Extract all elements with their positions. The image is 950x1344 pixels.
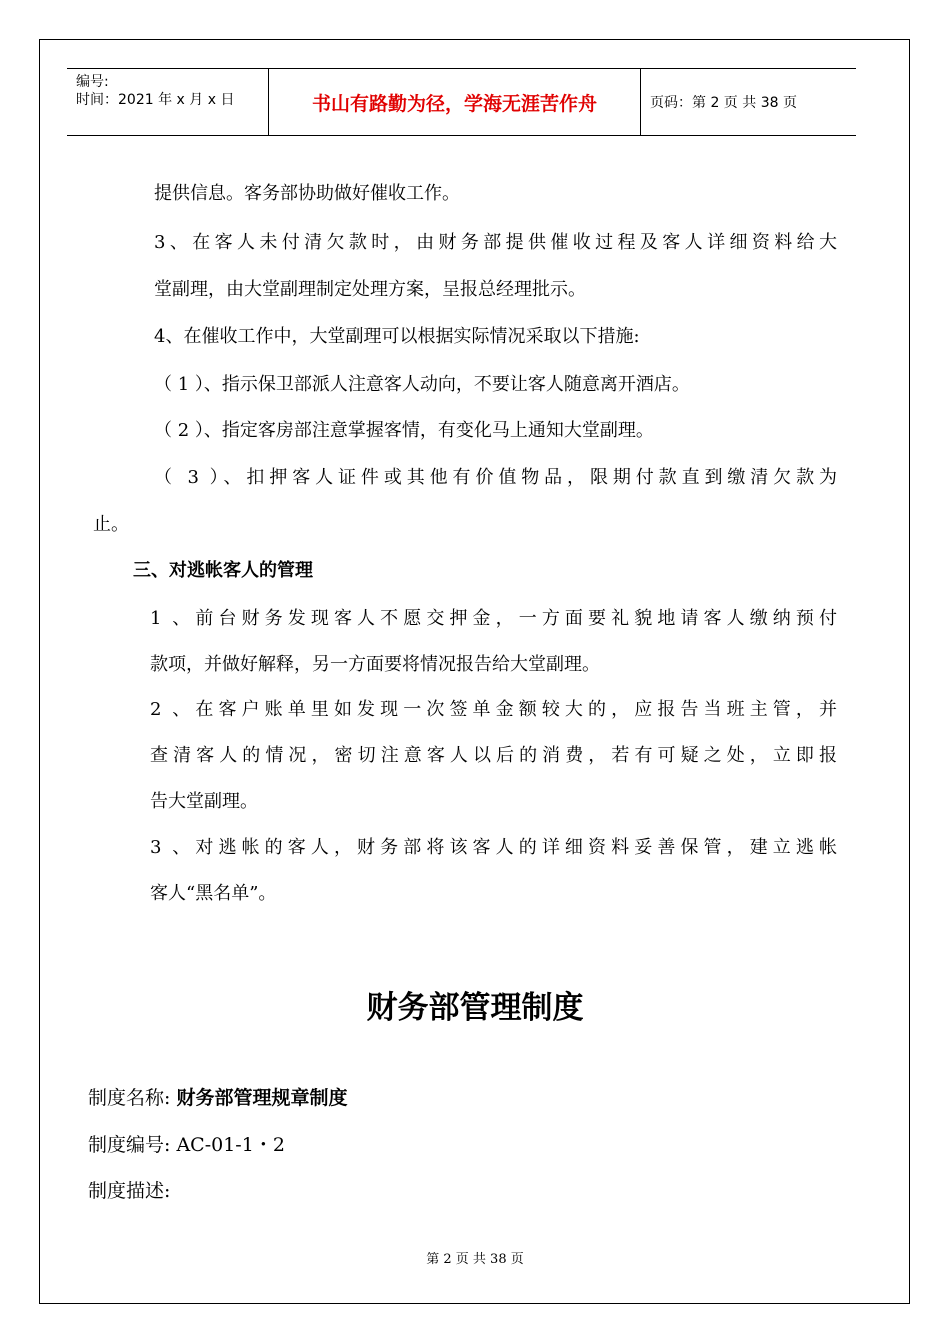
body-line: （ 3 ）、扣押客人证件或其他有价值物品，限期付款直到缴清欠款为 (154, 467, 837, 488)
section-heading: 三、对逃帐客人的管理 (133, 560, 313, 581)
body-line: 客人“黑名单”。 (150, 883, 277, 904)
body-line: （ 2 ）、指定客房部注意掌握客情，有变化马上通知大堂副理。 (154, 420, 654, 441)
header-motto: 书山有路勤为径，学海无涯苦作舟 (269, 69, 641, 135)
meta-name-label: 制度名称: (88, 1087, 171, 1109)
body-line: 告大堂副理。 (150, 791, 258, 812)
meta-code-value: AC-01-1・2 (176, 1134, 285, 1156)
body-line: 款项，并做好解释，另一方面要将情况报告给大堂副理。 (150, 654, 600, 675)
time-label: 时间：2021 年 x 月 x 日 (76, 92, 235, 108)
body-line: 查清客人的情况，密切注意客人以后的消费，若有可疑之处，立即报 (150, 745, 837, 766)
page-footer: 第 2 页 共 38 页 (426, 1252, 524, 1267)
document-title: 财务部管理制度 (366, 990, 584, 1026)
body-line: 4、在催收工作中，大堂副理可以根据实际情况采取以下措施: (154, 326, 640, 347)
meta-name-value: 财务部管理规章制度 (176, 1087, 348, 1109)
body-line: 2 、在客户账单里如发现一次签单金额较大的，应报告当班主管，并 (150, 699, 837, 720)
meta-name-row (88, 1083, 347, 1110)
meta-desc-label: 制度描述: (88, 1180, 171, 1202)
meta-code-row (88, 1130, 285, 1157)
body-line: （ 1 ）、指示保卫部派人注意客人动向，不要让客人随意离开酒店。 (154, 374, 690, 395)
body-line: 止。 (93, 514, 129, 535)
page-header (67, 68, 856, 136)
number-label: 编号: (76, 74, 109, 90)
body-line: 3 、对逃帐的客人，财务部将该客人的详细资料妥善保管，建立逃帐 (150, 837, 837, 858)
body-line: 堂副理，由大堂副理制定处理方案，呈报总经理批示。 (154, 279, 586, 300)
body-line: 3、在客人未付清欠款时，由财务部提供催收过程及客人详细资料给大 (154, 232, 837, 253)
body-line: 提供信息。客务部协助做好催收工作。 (154, 183, 460, 204)
header-info-cell (67, 69, 269, 135)
body-line: 1 、前台财务发现客人不愿交押金，一方面要礼貌地请客人缴纳预付 (150, 608, 837, 629)
header-page-code: 页码：第 2 页 共 38 页 (650, 95, 797, 111)
meta-code-label: 制度编号: (88, 1134, 171, 1156)
